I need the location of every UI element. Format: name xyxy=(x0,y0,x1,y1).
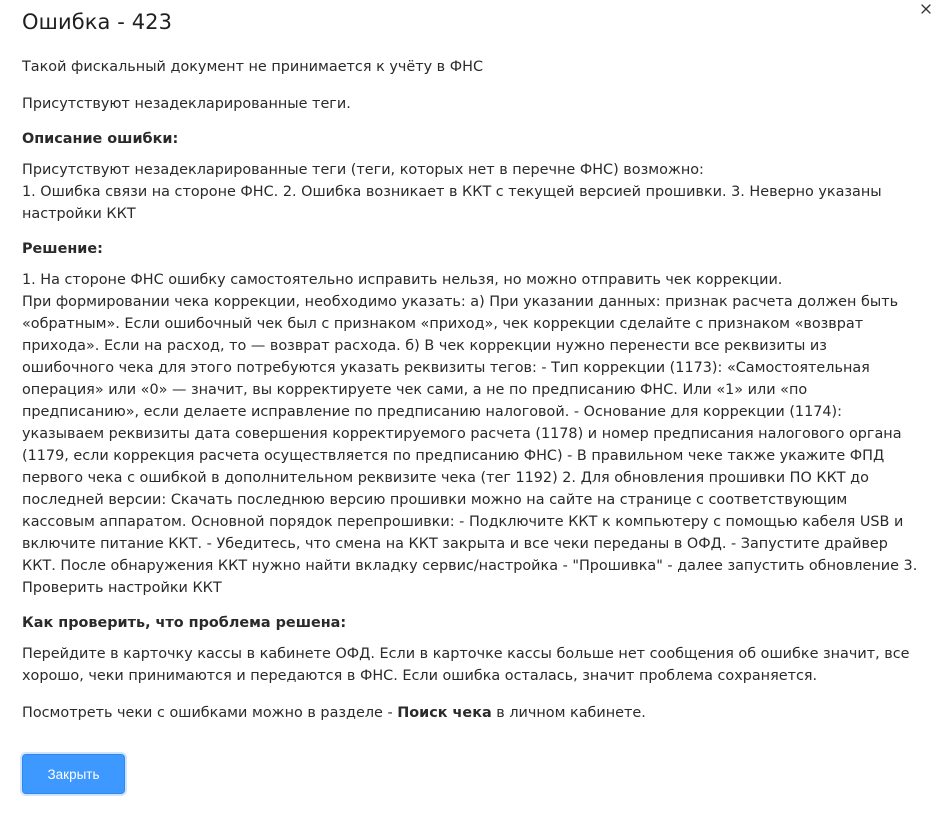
description-heading: Описание ошибки: xyxy=(22,131,179,147)
close-button[interactable] xyxy=(22,754,125,794)
check-heading: Как проверить, что проблема решена: xyxy=(22,615,347,631)
solution-line-1: 1. На стороне ФНС ошибку самостоятельно исправить нельзя, но можно отправить чек коррекции. xyxy=(22,272,783,288)
footer-prefix: Посмотреть чеки с ошибками можно в разделе - xyxy=(22,705,398,721)
dialog-title: Ошибка - 423 xyxy=(22,10,173,34)
description-line-1: Присутствуют незадекларированные теги (теги, которых нет в перечне ФНС) возможно: xyxy=(22,162,704,178)
error-subtitle: Присутствуют незадекларированные теги. xyxy=(22,96,351,112)
dialog-content xyxy=(22,56,922,724)
error-summary: Такой фискальный документ не принимается к учёту в ФНС xyxy=(22,59,483,75)
close-icon-svg xyxy=(918,1,934,17)
footer-note xyxy=(22,702,922,724)
receipt-search-link: Поиск чека xyxy=(397,705,492,721)
description-line-2: 1. Ошибка связи на стороне ФНС. 2. Ошибка возникает в ККТ с текущей версией прошивки. 3. Неверно указаны настройки ККТ xyxy=(22,184,882,222)
check-text: Перейдите в карточку кассы в кабинете ОФД. Если в карточке кассы больше нет сообщения об ошибке значит, все хорошо, чеки принимаются и передаются в ФНС. Если ошибка осталась, значит проблема сохраняется. xyxy=(22,646,910,684)
close-icon[interactable] xyxy=(918,1,934,17)
solution-heading: Решение: xyxy=(22,241,103,257)
close-button-label: Закрыть xyxy=(47,766,100,782)
solution-line-2: При формировании чека коррекции, необходимо указать: а) При указании данных: признак расчета должен быть «обратным». Если ошибочный чек был с признаком «приход», чек коррекции сделайте с признаком «возврат прихода». Если на расход, то — возврат расхода. б) В чек коррекции нужно перенести все реквизиты из ошибочного чека для этого потребуются указать реквизиты тегов: - Тип коррекции (1173): «Самостоятельная операция» или «0» — значит, вы корректируете чек сами, а не по предписанию ФНС. Или «1» или «по предписанию», если делаете исправление по предписанию налоговой. - Основание для коррекции (1174): указываем реквизиты дата совершения корректируемого расчета (1178) и номер предписания налогового органа (1179, если коррекция расчета осуществляется по предписанию ФНС) - В правильном чеке также укажите ФПД первого чека с ошибкой в дополнительном реквизите чека (тег 1192) 2. Для обновления прошивки ПО ККТ до последней версии: Скачать последнюю версию прошивки можно на сайте на странице с соответствующим кассовым аппаратом. Основной порядок перепрошивки: - Подключите ККТ к компьютеру с помощью кабеля USB и включите питание ККТ. - Убедитесь, что смена на ККТ закрыта и все чеки переданы в ОФД. - Запустите драйвер ККТ. После обнаружения ККТ нужно найти вкладку сервис/настройка - "Прошивка" - далее запустить обновление 3. Проверить настройки ККТ xyxy=(22,294,918,596)
footer-suffix: в личном кабинете. xyxy=(491,705,646,721)
